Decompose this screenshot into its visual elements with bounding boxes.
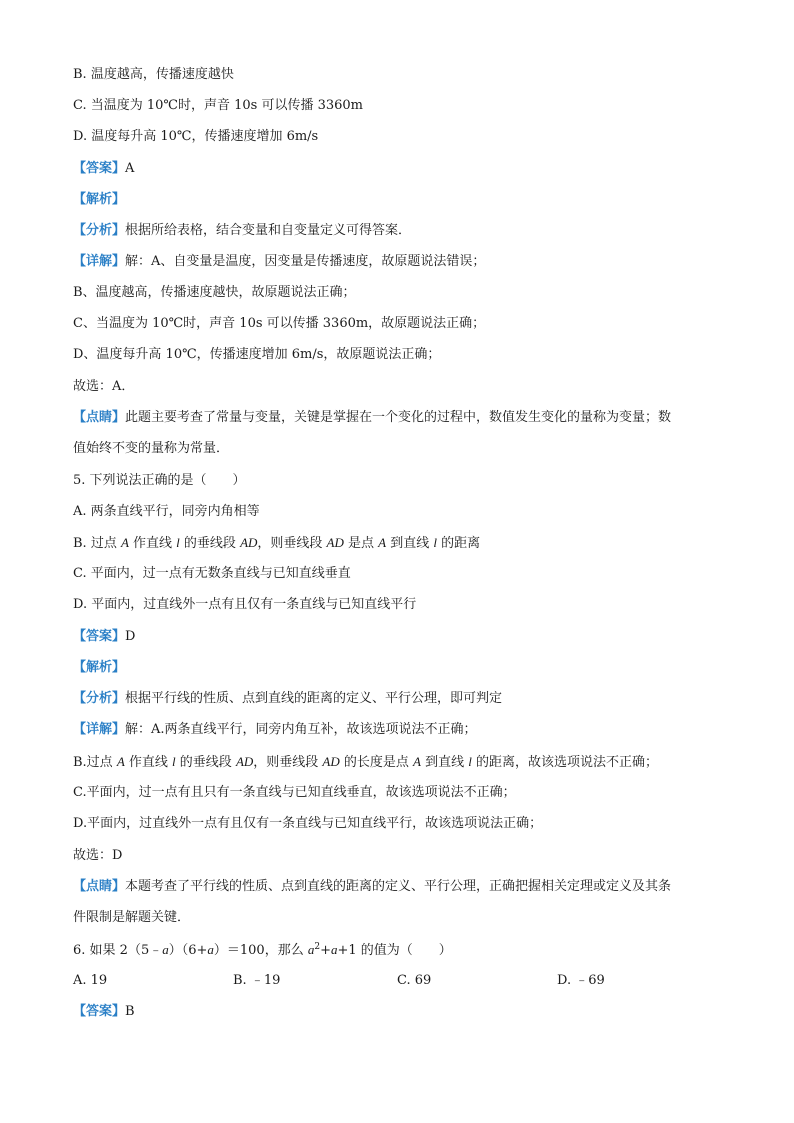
q6-option-c: C. 69	[397, 973, 432, 988]
fenxi-text: 根据所给表格，结合变量和自变量定义可得答案．	[125, 223, 412, 238]
q5-solution-d: D.平面内，过直线外一点有且仅有一条直线与已知直线平行，故该选项说法正确；	[73, 816, 543, 831]
text-run: 的垂线段	[175, 755, 236, 770]
math-var: a	[330, 942, 338, 957]
exponent: 2	[314, 942, 321, 952]
math-var: AD	[240, 535, 258, 550]
q4-option-b: B. 温度越高，传播速度越快	[73, 67, 234, 82]
q5-answer	[73, 628, 135, 646]
analysis-tag: 【解析】	[73, 192, 126, 207]
q4-dianjing	[73, 409, 671, 427]
text-run: 作直线	[124, 755, 173, 770]
q4-analysis-heading	[73, 191, 125, 209]
q4-solution-b: B、温度越高，传播速度越快，故原题说法正确；	[73, 285, 356, 300]
text-run: 到直线	[420, 755, 469, 770]
text-run: ）＝100，那么	[213, 943, 308, 958]
q4-dianjing-cont: 值始终不变的量称为常量．	[73, 441, 230, 456]
q4-option-d: D. 温度每升高 10℃，传播速度增加 6m/s	[73, 129, 319, 144]
q5-solution-c: C.平面内，过一点有且只有一条直线与已知直线垂直，故该选项说法不正确；	[73, 785, 516, 800]
math-var: AD	[235, 754, 254, 769]
analysis-tag: 【解析】	[73, 660, 126, 675]
fenxi-tag: 【分析】	[73, 691, 126, 706]
text-run: +1 的值为（ ）	[337, 943, 452, 958]
math-var: AD	[322, 754, 340, 769]
answer-tag: 【答案】	[73, 1004, 126, 1019]
q6-answer	[73, 1003, 135, 1021]
answer-value: B	[125, 1004, 135, 1019]
text-run: ）（6+	[168, 943, 208, 958]
q5-option-d: D. 平面内，过直线外一点有且仅有一条直线与已知直线平行	[73, 597, 417, 612]
q5-fenxi	[73, 690, 502, 708]
text-run: B. 过点	[73, 536, 121, 551]
q6-option-a: A. 19	[73, 973, 108, 988]
answer-tag: 【答案】	[73, 629, 126, 644]
q6-option-b: B. ﹣19	[233, 973, 281, 988]
fenxi-text: 根据平行线的性质、点到直线的距离的定义、平行公理，即可判定	[125, 691, 503, 706]
math-var: AD	[326, 535, 344, 550]
text-run: 是点	[343, 536, 379, 551]
text-run: ，则垂线段	[253, 755, 323, 770]
q4-answer	[73, 160, 134, 178]
q4-solution-d: D、温度每升高 10℃，传播速度增加 6m/s，故原题说法正确；	[73, 347, 441, 362]
math-var: l	[172, 754, 176, 769]
math-var: A	[120, 535, 129, 550]
text-run: 作直线	[128, 536, 177, 551]
xiangjie-tag: 【详解】	[73, 254, 126, 269]
xiangjie-text: 解：A、自变量是温度，因变量是传播速度，故原题说法错误；	[125, 254, 486, 269]
math-var: A	[116, 754, 125, 769]
text-run: 到直线	[386, 536, 434, 551]
math-var: A	[378, 535, 387, 550]
dianjing-text: 本题考查了平行线的性质、点到直线的距离的定义、平行公理，正确把握相关定理或定义及其条	[125, 879, 672, 894]
answer-value: A	[125, 161, 135, 176]
fenxi-tag: 【分析】	[73, 223, 126, 238]
answer-value: D	[125, 629, 136, 644]
math-var: l	[176, 535, 180, 550]
q4-choice: 故选：A．	[73, 379, 135, 394]
q4-fenxi	[73, 222, 411, 240]
math-var: l	[433, 535, 437, 550]
text-run: 6. 如果 2（5﹣	[73, 943, 163, 958]
answer-tag: 【答案】	[73, 161, 126, 176]
xiangjie-text: 解：A.两条直线平行，同旁内角互补，故该选项说法不正确；	[125, 722, 477, 737]
q5-option-a: A. 两条直线平行，同旁内角相等	[73, 504, 260, 519]
q4-option-c: C. 当温度为 10℃时，声音 10s 可以传播 3360m	[73, 98, 363, 113]
dianjing-tag: 【点睛】	[73, 410, 126, 425]
q4-xiangjie	[73, 253, 485, 271]
math-var: a	[307, 942, 315, 957]
math-var: a	[207, 942, 214, 957]
q5-dianjing-cont: 件限制是解题关键．	[73, 910, 191, 925]
text-run: +	[320, 943, 331, 958]
text-run: 的距离	[437, 536, 481, 551]
xiangjie-tag: 【详解】	[73, 722, 126, 737]
math-var: A	[413, 754, 421, 769]
q5-choice: 故选：D	[73, 848, 123, 863]
q4-solution-c: C、当温度为 10℃时，声音 10s 可以传播 3360m，故原题说法正确；	[73, 316, 486, 331]
text-run: 的垂线段	[179, 536, 241, 551]
q5-xiangjie	[73, 721, 477, 739]
text-run: B.过点	[73, 755, 117, 770]
dianjing-text: 此题主要考查了常量与变量，关键是掌握在一个变化的过程中，数值发生变化的量称为变量；数	[125, 410, 672, 425]
math-var: a	[162, 942, 169, 957]
q5-option-c: C. 平面内，过一点有无数条直线与已知直线垂直	[73, 566, 351, 581]
text-run: 的距离，故该选项说法不正确；	[471, 755, 659, 770]
q5-stem: 5. 下列说法正确的是（ ）	[73, 473, 246, 488]
text-run: 的长度是点	[339, 755, 414, 770]
q5-solution-b	[73, 753, 658, 772]
q5-analysis-heading	[73, 659, 125, 677]
dianjing-tag: 【点睛】	[73, 879, 126, 894]
q6-option-d: D. ﹣69	[557, 973, 605, 988]
text-run: ，则垂线段	[257, 536, 327, 551]
q6-stem	[73, 941, 452, 960]
q5-dianjing	[73, 878, 671, 896]
q5-option-b	[73, 534, 480, 553]
math-var: l	[468, 754, 472, 769]
